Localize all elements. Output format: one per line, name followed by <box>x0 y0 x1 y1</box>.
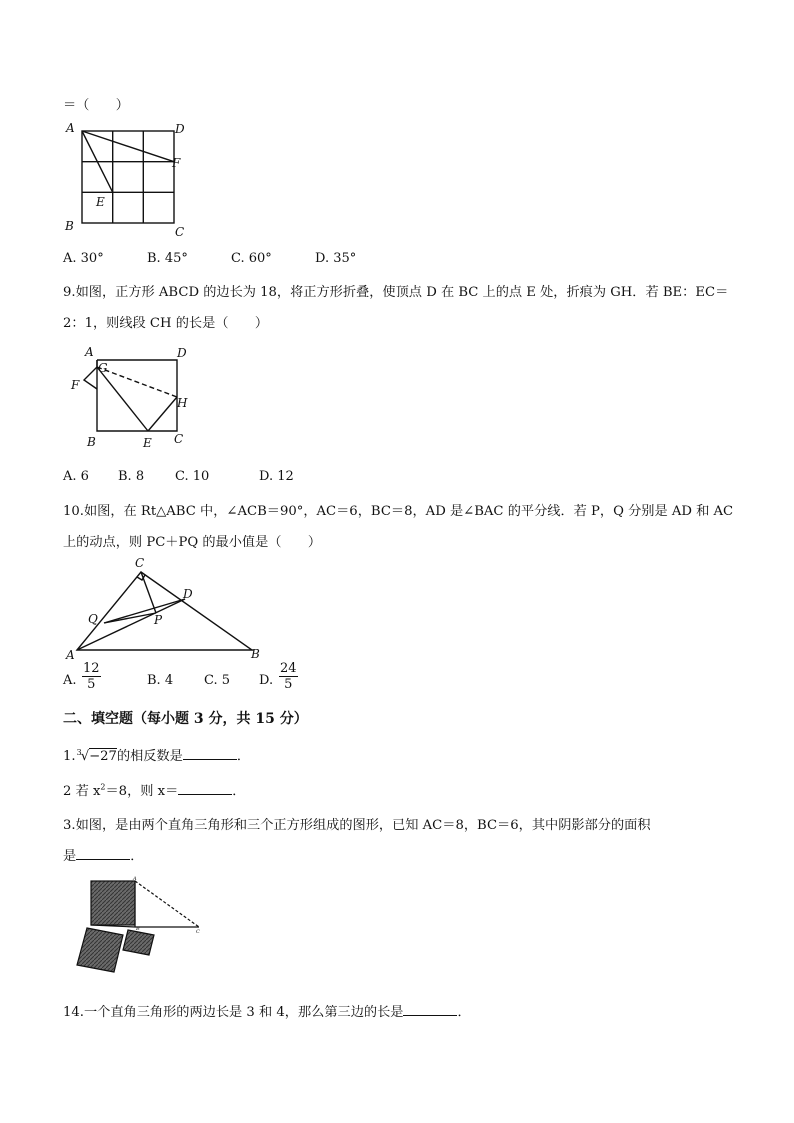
q10-label-b: B <box>251 647 260 661</box>
q8-label-e: E <box>96 195 105 209</box>
fill3-stem-line1: 3.如图，是由两个直角三角形和三个正方形组成的图形，已知 AC＝8，BC＝6，其中阴影部分的面积 <box>63 818 651 833</box>
q9-option-b: B. 8 <box>118 469 145 484</box>
fill1-end: ． <box>236 749 251 764</box>
q8-tail: ＝（ ） <box>63 98 129 113</box>
fill3-figure <box>62 872 212 982</box>
q14-answer-blank <box>403 1003 457 1016</box>
q8-option-b: B. 45° <box>147 251 188 266</box>
q9-label-a: A <box>85 345 94 359</box>
q8-option-a: A. 30° <box>63 251 104 266</box>
q10-figure <box>64 556 274 666</box>
q9-label-d: D <box>177 346 187 360</box>
q9-label-g: G <box>98 361 108 375</box>
q9-fold-flap <box>84 360 97 389</box>
q9-segment-eh <box>148 397 177 431</box>
fill2-end: ． <box>232 784 246 799</box>
fill2-prefix: 2 若 x <box>63 784 101 799</box>
fill2-answer-blank <box>178 782 232 795</box>
q8-label-c: C <box>175 225 185 239</box>
fill3-label-a: A <box>133 876 137 882</box>
section-2-title: 二、填空题（每小题 3 分，共 15 分） <box>63 711 308 727</box>
fill1-line <box>63 745 250 764</box>
q9-label-h: H <box>177 396 188 410</box>
q10-label-a: A <box>66 648 75 662</box>
q9-option-d: D. 12 <box>259 469 294 484</box>
q10-option-a-denominator: 5 <box>87 677 96 692</box>
sqrt-icon: √ <box>80 749 90 764</box>
fill3-line2-text: 是 <box>63 849 77 864</box>
q8-option-d: D. 35° <box>315 251 357 266</box>
fill1-answer-blank <box>183 747 237 760</box>
q10-segment-qp <box>104 613 156 623</box>
fill3-label-b: B <box>136 926 140 932</box>
q10-label-d: D <box>183 587 193 601</box>
q10-option-a-fraction <box>82 661 101 692</box>
fill1-prefix: 1. <box>63 749 76 764</box>
fill3-hypotenuse-ac <box>135 881 199 927</box>
q9-label-c: C <box>174 432 184 446</box>
fill1-root-index: 3 <box>76 747 82 757</box>
fill3-label-c: C <box>196 929 200 935</box>
q9-option-c: C. 10 <box>175 469 210 484</box>
q10-option-d-fraction <box>279 661 298 692</box>
fill3-stem-line2 <box>63 845 143 864</box>
q10-option-c: C. 5 <box>204 673 231 688</box>
q8-square <box>82 131 174 223</box>
q10-stem-line1: 10.如图，在 Rt△ABC 中，∠ACB＝90°，AC＝6，BC＝8，AD 是∠BAC 的平分线．若 P，Q 分别是 AD 和 AC <box>63 504 734 519</box>
fill2-exponent: 2 <box>100 782 106 792</box>
q8-label-d: D <box>175 122 185 136</box>
fill1-radicand: −27 <box>89 749 117 764</box>
q14-end: ． <box>457 1005 471 1020</box>
q10-option-d-label: D. <box>259 673 274 688</box>
fill3-end: ． <box>130 849 144 864</box>
q10-option-b: B. 4 <box>147 673 174 688</box>
q10-label-p: P <box>154 613 163 627</box>
q14-line <box>63 1001 471 1020</box>
q10-label-c: C <box>135 556 145 570</box>
fill3-answer-blank <box>76 847 130 860</box>
q9-label-b: B <box>87 435 96 449</box>
q9-label-f: F <box>71 378 80 392</box>
q10-label-q: Q <box>88 612 98 626</box>
q10-option-d-denominator: 5 <box>284 677 293 692</box>
fill2-line <box>63 780 245 799</box>
q10-option-a-label: A. <box>63 673 77 688</box>
q9-option-a: A. 6 <box>63 469 89 484</box>
q14-text: 14.一个直角三角形的两边长是 3 和 4，那么第三边的长是 <box>63 1005 404 1020</box>
q9-square <box>97 360 177 431</box>
q10-stem-line2: 上的动点，则 PC＋PQ 的最小值是（ ） <box>63 535 322 550</box>
q8-option-c: C. 60° <box>231 251 272 266</box>
q8-label-a: A <box>66 121 75 135</box>
q9-stem-line2: 2：1，则线段 CH 的长是（ ） <box>63 316 269 331</box>
q8-label-f: F <box>172 156 181 170</box>
q10-option-d-numerator: 24 <box>280 661 297 676</box>
q9-label-e: E <box>143 436 152 450</box>
q10-option-a-numerator: 12 <box>83 661 100 676</box>
fill3-square-left <box>77 928 123 972</box>
q8-figure <box>60 118 190 238</box>
q8-label-b: B <box>65 219 74 233</box>
q9-figure <box>66 343 206 453</box>
q9-stem-line1: 9.如图，正方形 ABCD 的边长为 18，将正方形折叠，使顶点 D 在 BC 上的点 E 处，折痕为 GH．若 BE：EC＝ <box>63 285 729 300</box>
fill1-suffix: 的相反数是 <box>116 749 183 764</box>
fill3-square-right <box>123 930 154 955</box>
fill2-mid: ＝8，则 x＝ <box>105 784 179 799</box>
fill3-square-top <box>91 881 135 925</box>
